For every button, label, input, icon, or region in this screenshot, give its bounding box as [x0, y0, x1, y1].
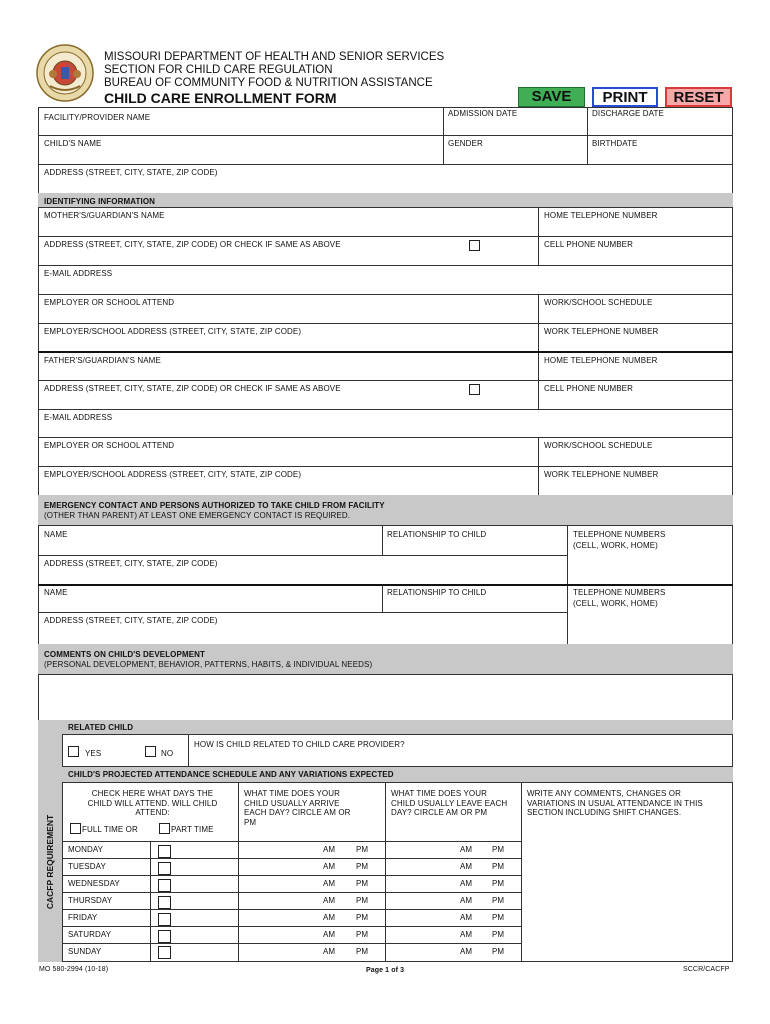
- father-name-field[interactable]: FATHER'S/GUARDIAN'S NAME: [44, 356, 161, 365]
- comments-header: [38, 644, 733, 674]
- emergency-1-phones-field[interactable]: TELEPHONE NUMBERS: [573, 530, 666, 539]
- mother-employer-field[interactable]: EMPLOYER OR SCHOOL ATTEND: [44, 298, 175, 307]
- mother-address-field[interactable]: ADDRESS (STREET, CITY, STATE, ZIP CODE) OR CHECK IF SAME AS ABOVE: [44, 240, 341, 249]
- check-days-label: CHECK HERE WHAT DAYS THE CHILD WILL ATTEND. WILL CHILD ATTEND:: [87, 789, 218, 817]
- arrive-pm[interactable]: PM: [356, 896, 369, 905]
- day-checkbox-friday[interactable]: [158, 913, 171, 926]
- father-address-field[interactable]: ADDRESS (STREET, CITY, STATE, ZIP CODE) OR CHECK IF SAME AS ABOVE: [44, 384, 341, 393]
- save-button[interactable]: SAVE: [518, 87, 585, 107]
- arrive-am[interactable]: AM: [323, 879, 336, 888]
- day-label: TUESDAY: [68, 862, 106, 871]
- related-header: [62, 720, 733, 734]
- father-schedule-field[interactable]: WORK/SCHOOL SCHEDULE: [544, 441, 653, 450]
- leave-am[interactable]: AM: [460, 879, 473, 888]
- print-button[interactable]: PRINT: [592, 87, 658, 107]
- related-no-label: NO: [161, 749, 174, 758]
- emergency-2-phones-field[interactable]: TELEPHONE NUMBERS: [573, 588, 666, 597]
- attendance-comments-area[interactable]: [522, 835, 732, 961]
- full-time-label: FULL TIME OR: [82, 825, 138, 834]
- arrive-am[interactable]: AM: [323, 913, 336, 922]
- emergency-subtitle: (OTHER THAN PARENT) AT LEAST ONE EMERGENCY CONTACT IS REQUIRED.: [44, 511, 351, 520]
- birthdate-field[interactable]: BIRTHDATE: [592, 139, 638, 148]
- leave-pm[interactable]: PM: [492, 879, 505, 888]
- mother-email-field[interactable]: E-MAIL ADDRESS: [44, 269, 113, 278]
- header-line-2: SECTION FOR CHILD CARE REGULATION: [104, 64, 333, 76]
- arrive-pm[interactable]: PM: [356, 930, 369, 939]
- day-label: SATURDAY: [68, 930, 112, 939]
- leave-pm[interactable]: PM: [492, 896, 505, 905]
- day-checkbox-wednesday[interactable]: [158, 879, 171, 892]
- attendance-comments-label: WRITE ANY COMMENTS, CHANGES OR VARIATIONS IN USUAL ATTENDANCE IN THIS SECTION INCLUDING SHIFT CHANGES.: [527, 789, 703, 817]
- mother-work-phone-field[interactable]: WORK TELEPHONE NUMBER: [544, 327, 659, 336]
- father-same-address-checkbox[interactable]: [469, 384, 480, 395]
- day-checkbox-monday[interactable]: [158, 845, 171, 858]
- form-code: SCCR/CACFP: [683, 966, 730, 973]
- discharge-date-field[interactable]: DISCHARGE DATE: [592, 109, 664, 118]
- child-name-field[interactable]: CHILD'S NAME: [44, 139, 102, 148]
- day-label: FRIDAY: [68, 913, 98, 922]
- emergency-2-relationship-field[interactable]: RELATIONSHIP TO CHILD: [387, 588, 487, 597]
- emergency-title: EMERGENCY CONTACT AND PERSONS AUTHORIZED TO TAKE CHILD FROM FACILITY: [44, 501, 385, 510]
- day-checkbox-sunday[interactable]: [158, 946, 171, 959]
- father-cell-phone-field[interactable]: CELL PHONE NUMBER: [544, 384, 633, 393]
- father-work-phone-field[interactable]: WORK TELEPHONE NUMBER: [544, 470, 659, 479]
- page-number: Page 1 of 3: [366, 967, 405, 974]
- father-email-field[interactable]: E-MAIL ADDRESS: [44, 413, 113, 422]
- leave-pm[interactable]: PM: [492, 845, 505, 854]
- emergency-1-phones-sub: (CELL, WORK, HOME): [573, 541, 658, 550]
- day-label: WEDNESDAY: [68, 879, 120, 888]
- leave-pm[interactable]: PM: [492, 947, 505, 956]
- leave-pm[interactable]: PM: [492, 930, 505, 939]
- emergency-header: [38, 495, 733, 525]
- day-label: MONDAY: [68, 845, 104, 854]
- leave-am[interactable]: AM: [460, 930, 473, 939]
- day-checkbox-saturday[interactable]: [158, 930, 171, 943]
- related-yes-checkbox[interactable]: [68, 746, 79, 757]
- arrive-am[interactable]: AM: [323, 862, 336, 871]
- father-employer-field[interactable]: EMPLOYER OR SCHOOL ATTEND: [44, 441, 175, 450]
- emergency-1-address-field[interactable]: ADDRESS (STREET, CITY, STATE, ZIP CODE): [44, 559, 218, 568]
- leave-am[interactable]: AM: [460, 845, 473, 854]
- header-line-1: MISSOURI DEPARTMENT OF HEALTH AND SENIOR SERVICES: [104, 51, 445, 63]
- emergency-2-name-field[interactable]: NAME: [44, 588, 68, 597]
- gender-field[interactable]: GENDER: [448, 139, 483, 148]
- comments-text-area[interactable]: [39, 675, 732, 720]
- arrive-time-label: WHAT TIME DOES YOUR CHILD USUALLY ARRIVE EACH DAY? CIRCLE AM OR PM: [244, 789, 351, 827]
- leave-pm[interactable]: PM: [492, 862, 505, 871]
- arrive-pm[interactable]: PM: [356, 879, 369, 888]
- child-address-field[interactable]: ADDRESS (STREET, CITY, STATE, ZIP CODE): [44, 168, 218, 177]
- full-time-checkbox[interactable]: [70, 823, 81, 834]
- arrive-am[interactable]: AM: [323, 930, 336, 939]
- arrive-pm[interactable]: PM: [356, 862, 369, 871]
- arrive-am[interactable]: AM: [323, 896, 336, 905]
- mother-cell-phone-field[interactable]: CELL PHONE NUMBER: [544, 240, 633, 249]
- identifying-title: IDENTIFYING INFORMATION: [44, 197, 156, 206]
- father-employer-address-field[interactable]: EMPLOYER/SCHOOL ADDRESS (STREET, CITY, STATE, ZIP CODE): [44, 470, 302, 479]
- leave-am[interactable]: AM: [460, 896, 473, 905]
- father-home-phone-field[interactable]: HOME TELEPHONE NUMBER: [544, 356, 658, 365]
- part-time-checkbox[interactable]: [159, 823, 170, 834]
- how-related-field[interactable]: HOW IS CHILD RELATED TO CHILD CARE PROVIDER?: [194, 740, 405, 749]
- mother-home-phone-field[interactable]: HOME TELEPHONE NUMBER: [544, 211, 658, 220]
- cacfp-side-label: CACFP REQUIREMENT: [45, 814, 55, 910]
- mother-schedule-field[interactable]: WORK/SCHOOL SCHEDULE: [544, 298, 653, 307]
- emergency-1-relationship-field[interactable]: RELATIONSHIP TO CHILD: [387, 530, 487, 539]
- related-title: RELATED CHILD: [68, 723, 134, 732]
- comments-subtitle: (PERSONAL DEVELOPMENT, BEHAVIOR, PATTERNS, HABITS, & INDIVIDUAL NEEDS): [44, 660, 373, 669]
- part-time-label: PART TIME: [171, 825, 214, 834]
- day-checkbox-thursday[interactable]: [158, 896, 171, 909]
- emergency-2-phones-sub: (CELL, WORK, HOME): [573, 599, 658, 608]
- mother-name-field[interactable]: MOTHER'S/GUARDIAN'S NAME: [44, 211, 165, 220]
- leave-pm[interactable]: PM: [492, 913, 505, 922]
- related-no-checkbox[interactable]: [145, 746, 156, 757]
- header-line-3: BUREAU OF COMMUNITY FOOD & NUTRITION ASSISTANCE: [104, 77, 433, 89]
- reset-button[interactable]: RESET: [665, 87, 732, 107]
- mother-employer-address-field[interactable]: EMPLOYER/SCHOOL ADDRESS (STREET, CITY, STATE, ZIP CODE): [44, 327, 302, 336]
- leave-am[interactable]: AM: [460, 913, 473, 922]
- related-yes-label: YES: [85, 749, 102, 758]
- arrive-am[interactable]: AM: [323, 947, 336, 956]
- admission-date-field[interactable]: ADMISSION DATE: [448, 109, 518, 118]
- emergency-2-address-field[interactable]: ADDRESS (STREET, CITY, STATE, ZIP CODE): [44, 616, 218, 625]
- day-label: THURSDAY: [68, 896, 113, 905]
- mother-same-address-checkbox[interactable]: [469, 240, 480, 251]
- arrive-pm[interactable]: PM: [356, 913, 369, 922]
- leave-am[interactable]: AM: [460, 947, 473, 956]
- leave-am[interactable]: AM: [460, 862, 473, 871]
- leave-time-label: WHAT TIME DOES YOUR CHILD USUALLY LEAVE EACH DAY? CIRCLE AM OR PM: [391, 789, 508, 817]
- facility-name-field[interactable]: FACILITY/PROVIDER NAME: [44, 113, 151, 122]
- arrive-pm[interactable]: PM: [356, 947, 369, 956]
- form-title: CHILD CARE ENROLLMENT FORM: [104, 90, 337, 106]
- day-checkbox-tuesday[interactable]: [158, 862, 171, 875]
- comments-title: COMMENTS ON CHILD'S DEVELOPMENT: [44, 650, 206, 659]
- day-label: SUNDAY: [68, 947, 102, 956]
- arrive-am[interactable]: AM: [323, 845, 336, 854]
- emergency-1-name-field[interactable]: NAME: [44, 530, 68, 539]
- schedule-title: CHILD'S PROJECTED ATTENDANCE SCHEDULE AND ANY VARIATIONS EXPECTED: [68, 770, 394, 779]
- state-seal: [36, 44, 94, 102]
- form-number: MO 580-2994 (10-18): [39, 966, 109, 973]
- arrive-pm[interactable]: PM: [356, 845, 369, 854]
